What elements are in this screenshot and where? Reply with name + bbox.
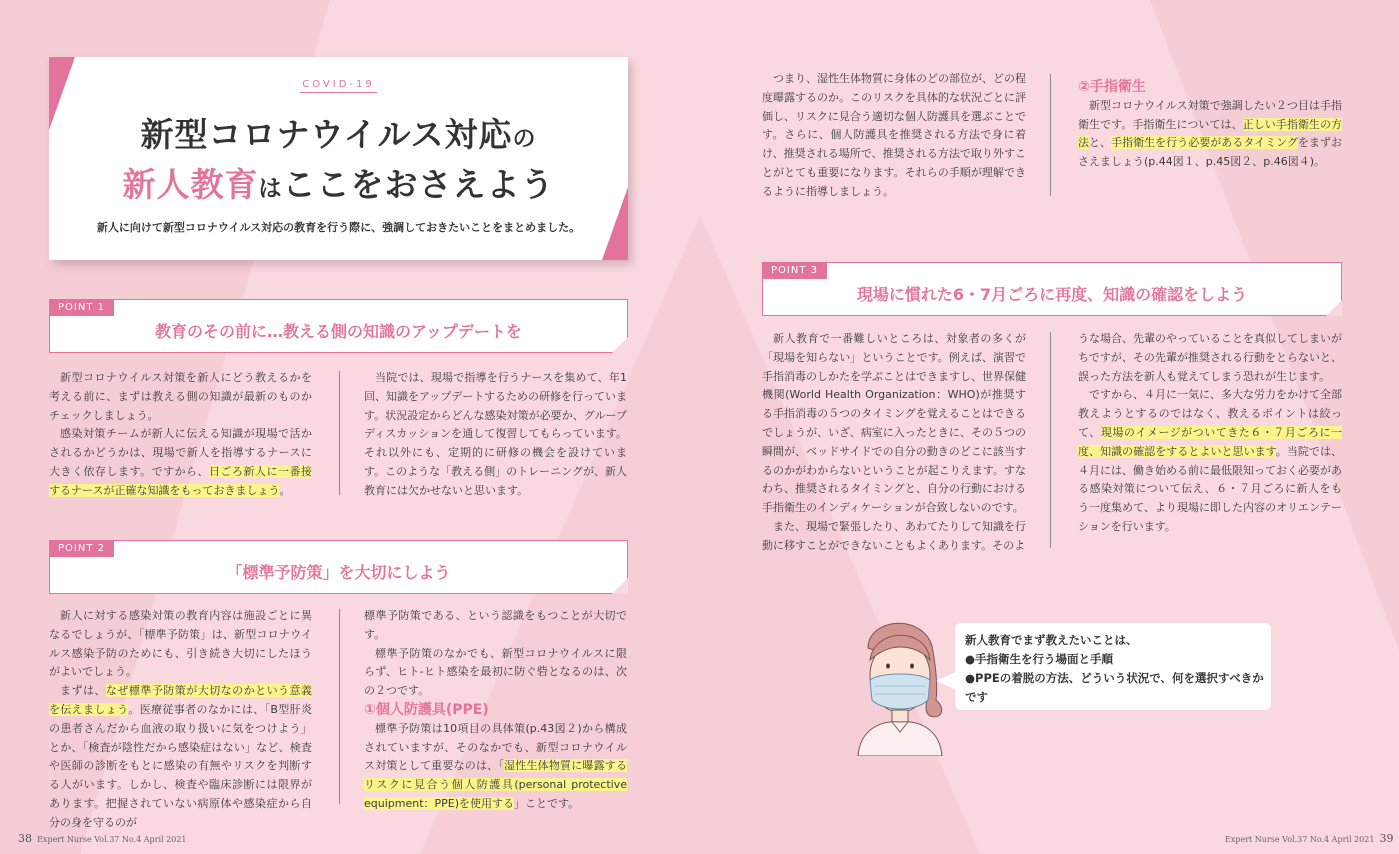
covid-tag: COVID-19: [49, 79, 628, 90]
page-number: 39: [1379, 832, 1394, 845]
point2-right-column: [364, 607, 627, 814]
highlight: 湿性生体物質に曝露するリスクに見合う個人防護具(personal protective equipment：PPE)を使用する: [364, 759, 628, 810]
page-number: 38: [18, 832, 32, 845]
paragraph: 当院では、現場で指導を行うナースを集めて、年1回、知識をアップデートするための研修を行っています。状況設定からどんな感染対策が必要か、グループディスカッションを通して復習してもらっています。それ以外にも、定期的に研修の機会を設けています。このような「教える側」のトレーニングが、新人教育には欠かせないと思います。: [364, 371, 627, 497]
footer-left: [18, 832, 187, 845]
point1-right-column: [364, 369, 627, 501]
point2-left-column: [49, 607, 312, 833]
fold-decoration: [612, 578, 628, 594]
ppe-subheading: ①個人防護具(PPE): [364, 701, 489, 718]
footer-right: [1225, 832, 1394, 845]
point-title: 現場に慣れた6・7月ごろに再度、知識の確認をしよう: [856, 285, 1248, 304]
page-title-line2: 新人教育はここをおさえよう: [122, 165, 555, 204]
point2-header: [49, 540, 628, 594]
title-card: [49, 57, 628, 260]
page-title: 新型コロナウイルス対応の: [140, 115, 537, 154]
highlight: 正しい手指衛生の方法: [1078, 117, 1343, 150]
bubble-tail: [936, 672, 956, 690]
hand-hygiene-subheading: ②手指衛生: [1078, 79, 1146, 95]
column-divider: [339, 609, 340, 804]
paragraph: 標準予防策である、という認識をもつことが大切です。: [364, 609, 627, 641]
paragraph: 新型コロナウイルス対策を新人にどう教えるかを考える前に、まずは教える側の知識が最新のものかチェックしましょう。: [49, 371, 312, 422]
highlight: なぜ標準予防策が大切なのかという意義を伝えましょう: [49, 684, 313, 716]
footer-text: Expert Nurse Vol.37 No.4 April 2021: [1225, 835, 1375, 844]
highlight: 手指衛生を行う必要があるタイミング: [1111, 136, 1298, 150]
highlight: 日ごろ新人に一番接するナースが正確な知識をもっておきましょう: [49, 464, 313, 497]
bubble-line: ●PPEの着脱の方法、どういう状況で、何を選択すべきかです: [965, 671, 1264, 704]
paragraph: 標準予防策は10項目の具体策(p.43図２)から構成されていますが、そのなかでも、新型コロナウイルス対策として重要なのは、「湿性生体物質に曝露するリスクに見合う個人防護具(personal protective equipment：PPE)を使用する」ことです。: [364, 721, 628, 810]
paragraph: また、現場で緊張したり、あわてたりして知識を行動に移すことができないこともよくあります。そのよ: [762, 519, 1026, 552]
paragraph: まずは、なぜ標準予防策が大切なのかという意義を伝えましょう。医療従事者のなかには、「B型肝炎の患者さんだから血液の取り扱いに気をつけよう」とか、「検査が陰性だから感染症はない」など、検査や医師の診断をもとに感染の有無やリスクを判断する人がいます。しかし、検査や臨床診断には限界があります。把握されていない病原体や感染症から自分の身を守るのが: [49, 684, 313, 829]
paragraph: 標準予防策のなかでも、新型コロナウイルスに限らず、ヒト-ヒト感染を最初に防ぐ砦となるのは、次の２つです。: [364, 646, 627, 698]
column-divider: [1050, 74, 1051, 196]
speech-bubble: [955, 623, 1271, 710]
page-subtitle: 新人に向けて新型コロナウイルス対応の教育を行う際に、強調しておきたいことをまとめました。: [96, 221, 581, 234]
point-tag: POINT 2: [49, 540, 114, 557]
paragraph: 新型コロナウイルス対策で強調したい２つ目は手指衛生です。手指衛生については、正しい手指衛生の方法と、手指衛生を行う必要があるタイミングをまずおさえましょう(p.44図１、p.45図２、p.46図４)。: [1078, 98, 1343, 169]
point3-header: [762, 262, 1342, 316]
fold-decoration: [1326, 300, 1342, 316]
point-tag: POINT 3: [762, 262, 827, 279]
point3-left-column: [762, 330, 1026, 556]
paragraph: 新人に対する感染対策の教育内容は施設ごとに異なるでしょうが、「標準予防策」は、新型コロナウイルス感染予防のためにも、引き続き大切にしたほうがよいでしょう。: [49, 609, 312, 679]
bubble-line: 新人教育でまず教えたいことは、: [965, 633, 1138, 647]
point-title: 教育のその前に…教える側の知識のアップデートを: [155, 322, 522, 341]
point-title: 「標準予防策」を大切にしよう: [226, 563, 451, 582]
paragraph: ですから、４月に一気に、多大な労力をかけて全部教えようとするのではなく、教えるポイントは絞って、現場のイメージがついてきた６・７月ごろに一度、知識の確認をするとよいと思います。当院では、４月には、働き始める前に最低限知っておく必要がある感染対策について伝え、６・７月ごろに新人をもう一度集めて、より現場に即した内容のオリエンテーションを行います。: [1078, 388, 1343, 533]
point1-left-column: [49, 369, 312, 501]
point1-header: [49, 299, 628, 353]
nurse-illustration: [850, 608, 950, 756]
column-divider: [1050, 332, 1051, 548]
point-tag: POINT 1: [49, 299, 114, 316]
paragraph: うな場合、先輩のやっていることを真似してしまいがちですが、その先輩が推奨される行動をとらないと、誤った方法を新人も覚えてしまう恐れが生じます。: [1078, 332, 1342, 383]
point3-right-column: [1078, 330, 1342, 537]
paragraph: 感染対策チームが新人に伝える知識が現場で活かされるかどうかは、現場で新人を指導するナースに大きく依存します。ですから、日ごろ新人に一番接するナースが正確な知識をもっておきましょう。: [49, 427, 313, 497]
right-top-right-column: [1078, 78, 1342, 172]
highlight: 現場のイメージがついてきた６・７月ごろに一度、知識の確認をするとよいと思います: [1078, 425, 1343, 458]
fold-decoration: [612, 337, 628, 353]
right-top-left-column: [762, 70, 1026, 202]
paragraph: 新人教育で一番難しいところは、対象者の多くが「現場を知らない」ということです。例えば、演習で手指消毒のしかたを学ぶことはできますし、世界保健機関(World Health Organization：WHO)が推奨する手指消毒の５つのタイミングを覚えることはできるでしょうが、いざ、病室に入ったときに、その５つの瞬間が、ベッドサイドでの自分の動きのどこに該当するのかがわからないということが起こりえます。すなわち、推奨されるタイミングと、自分の行動における手指衛生のインディケーションが合致しないのです。: [762, 332, 1026, 515]
paragraph: つまり、湿性生体物質に身体のどの部位が、どの程度曝露するのか。このリスクを具体的な状況ごとに評価し、リスクに見合う適切な個人防護具を選ぶことです。さらに、個人防護具を推奨される方法で身に着け、推奨される場所で、推奨される方法で取り外すことがとても重要になります。それらの手順が理解できるように指導しましょう。: [762, 72, 1026, 198]
footer-text: Expert Nurse Vol.37 No.4 April 2021: [37, 835, 187, 844]
column-divider: [339, 371, 340, 495]
bubble-line: ●手指衛生を行う場面と手順: [965, 652, 1114, 666]
